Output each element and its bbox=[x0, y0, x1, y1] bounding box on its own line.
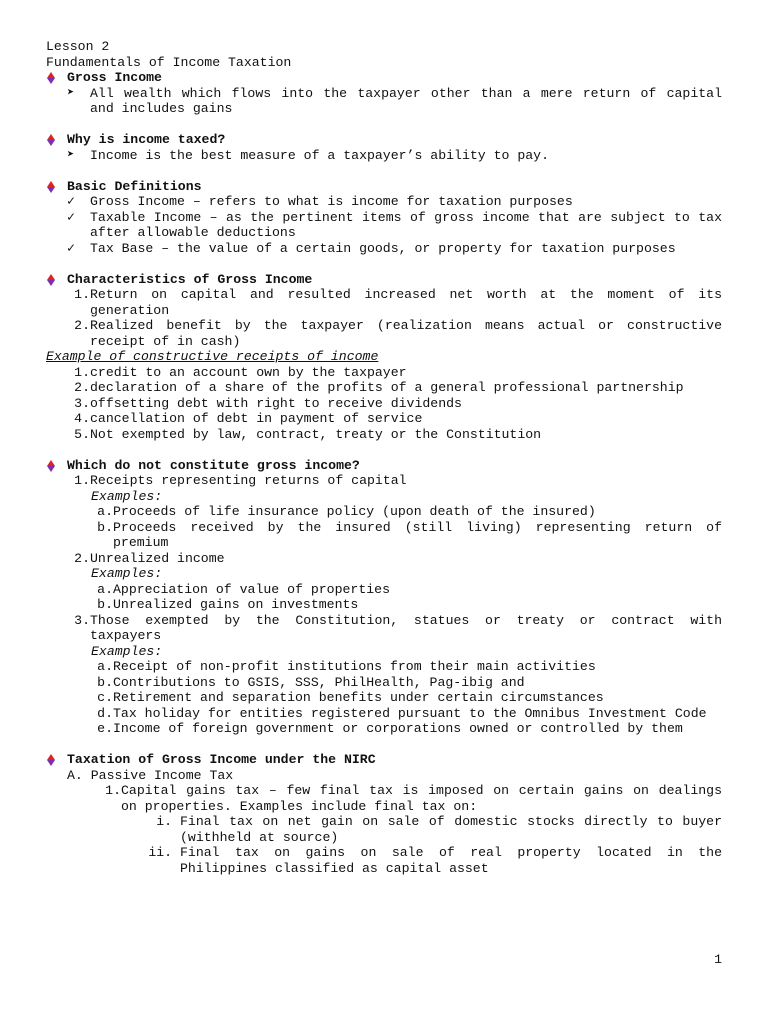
list-item: b. Proceeds received by the insured (still living) representing return of premium bbox=[97, 519, 722, 550]
list-item: b. Unrealized gains on investments bbox=[97, 597, 359, 612]
list-item: a. Receipt of non-profit institutions from their main activities bbox=[97, 659, 596, 674]
checkmark-bullet-icon: ✓ bbox=[67, 194, 75, 209]
section-heading: Gross Income bbox=[46, 70, 722, 86]
section-heading: Taxation of Gross Income under the NIRC bbox=[46, 752, 722, 768]
list-item: 1. credit to an account own by the taxpayer bbox=[74, 364, 407, 380]
red-purple-arrow-bullet-icon bbox=[47, 72, 56, 84]
list-item: 2. declaration of a share of the profits of a general professional partnership bbox=[74, 380, 684, 395]
section-heading: Characteristics of Gross Income bbox=[46, 272, 722, 288]
list-item: 1. Receipts representing returns of capital bbox=[74, 473, 407, 488]
list-item: i. Final tax on net gain on sale of domestic stocks directly to buyer (withheld at source) bbox=[156, 814, 722, 845]
document-body bbox=[46, 39, 722, 876]
subsection-heading: A. Passive Income Tax bbox=[67, 767, 234, 783]
list-item: b. Contributions to GSIS, SSS, PhilHealth, Pag-ibig and bbox=[97, 674, 525, 690]
list-item: ii. Final tax on gains on sale of real property located in the Philippines classified as capital asset bbox=[148, 845, 722, 876]
red-purple-arrow-bullet-icon bbox=[47, 134, 56, 146]
list-item: ✓ Tax Base – the value of a certain goods, or property for taxation purposes bbox=[67, 240, 676, 256]
page-number: 1 bbox=[714, 952, 722, 967]
checkmark-bullet-icon: ✓ bbox=[67, 240, 75, 256]
list-item: 4. cancellation of debt in payment of service bbox=[74, 411, 423, 426]
lesson-label: Lesson 2 bbox=[46, 39, 110, 54]
red-purple-arrow-bullet-icon bbox=[47, 181, 56, 193]
section-heading: Why is income taxed? bbox=[46, 132, 722, 148]
list-item: e. Income of foreign government or corporations owned or controlled by them bbox=[97, 721, 683, 736]
examples-label: Examples: bbox=[91, 566, 163, 581]
section-heading: Basic Definitions bbox=[46, 179, 722, 195]
list-item: ✓ Gross Income – refers to what is income for taxation purposes bbox=[67, 194, 573, 209]
list-item: d. Tax holiday for entities registered pursuant to the Omnibus Investment Code bbox=[97, 705, 707, 721]
list-item: a. Appreciation of value of properties bbox=[97, 581, 390, 597]
examples-label: Examples: bbox=[91, 488, 163, 504]
list-item: 1. Return on capital and resulted increased net worth at the moment of its generation bbox=[74, 287, 722, 318]
red-purple-arrow-bullet-icon bbox=[47, 274, 56, 286]
list-item: 1. Capital gains tax – few final tax is imposed on certain gains on dealings on properties. Examples include final tax on: bbox=[105, 783, 722, 814]
list-item: ➤ Income is the best measure of a taxpayer’s ability to pay. bbox=[67, 147, 549, 163]
list-item: ✓ Taxable Income – as the pertinent items of gross income that are subject to tax after allowable deductions bbox=[67, 209, 722, 240]
list-item: ➤ All wealth which flows into the taxpayer other than a mere return of capital and includes gains bbox=[67, 85, 722, 116]
list-item: 5. Not exempted by law, contract, treaty or the Constitution bbox=[74, 426, 542, 442]
list-item: 3. offsetting debt with right to receive dividends bbox=[74, 395, 462, 411]
section-heading: Which do not constitute gross income? bbox=[46, 458, 722, 474]
examples-label: Examples: bbox=[91, 643, 163, 659]
checkmark-bullet-icon: ✓ bbox=[67, 209, 75, 225]
chevron-right-bullet-icon: ➤ bbox=[67, 85, 75, 100]
example-heading: Example of constructive receipts of income bbox=[46, 349, 379, 364]
list-item: c. Retirement and separation benefits under certain circumstances bbox=[97, 690, 604, 705]
list-item: 2. Realized benefit by the taxpayer (realization means actual or constructive receipt of in cash) bbox=[74, 318, 722, 349]
list-item: a. Proceeds of life insurance policy (upon death of the insured) bbox=[97, 504, 596, 519]
list-item: 2. Unrealized income bbox=[74, 550, 225, 566]
red-purple-arrow-bullet-icon bbox=[47, 754, 56, 766]
page-title: Fundamentals of Income Taxation bbox=[46, 54, 292, 70]
list-item: 3. Those exempted by the Constitution, statues or treaty or contract with taxpayers bbox=[74, 612, 722, 643]
red-purple-arrow-bullet-icon bbox=[47, 460, 56, 472]
chevron-right-bullet-icon: ➤ bbox=[67, 147, 75, 162]
